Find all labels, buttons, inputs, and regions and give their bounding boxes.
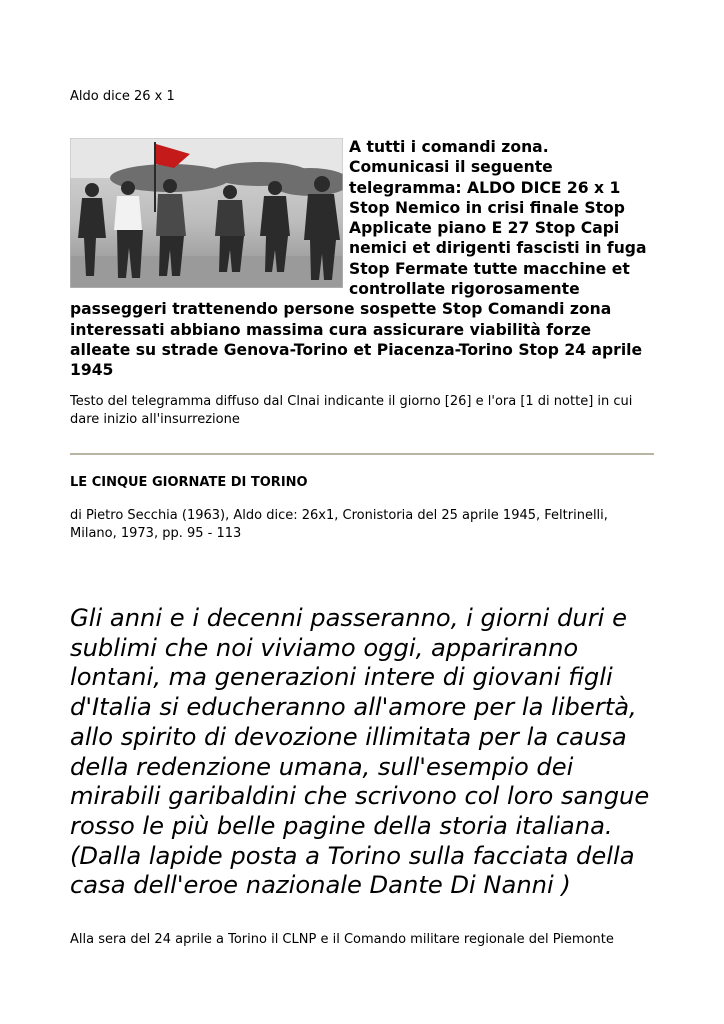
partisans-photo (70, 138, 343, 288)
section-divider (70, 453, 654, 455)
kicker-text: Aldo dice 26 x 1 (70, 89, 175, 104)
body-lead-text: Alla sera del 24 aprile a Torino il CLNP e il Comando militare regionale del Piemonte (70, 932, 614, 947)
memorial-quote: Gli anni e i decenni passeranno, i giorni duri e sublimi che noi viviamo oggi, appariranno lontani, ma generazioni intere di giovani figli d'Italia si educheranno all'amore per la libertà, allo spirito di devozione illimitata per la causa della redenzione umana, sull'esempio dei mirabili garibaldini che scrivono col loro sangue rosso le più belle pagine della storia italiana. (Dalla lapide posta a Torino sulla facciata della casa dell'eroe nazionale Dante Di Nanni ) (70, 604, 650, 900)
telegram-block (70, 137, 654, 381)
telegram-caption: Testo del telegramma diffuso dal Clnai indicante il giorno [26] e l'ora [1 di notte] in cui dare inizio all'insurrezione (70, 394, 633, 427)
telegram-text: A tutti i comandi zona. Comunicasi il seguente telegramma: ALDO DICE 26 x 1 Stop Nemico in crisi finale Stop Applicate piano E 27 Stop Capi nemici et dirigenti fascisti in fuga Stop Fermate tutte macchine et controllate rigorosamente passeggeri trattenendo persone sospette Stop Comandi zona interessati abbiano massima cura assicurare viabilità forze alleate su strade Genova-Torino et Piacenza-Torino Stop 24 aprile 1945 (70, 138, 647, 380)
section-byline: di Pietro Secchia (1963), Aldo dice: 26x1, Cronistoria del 25 aprile 1945, Feltrinelli, Milano, 1973, pp. 95 - 113 (70, 508, 608, 541)
section-title: LE CINQUE GIORNATE DI TORINO (70, 475, 308, 490)
